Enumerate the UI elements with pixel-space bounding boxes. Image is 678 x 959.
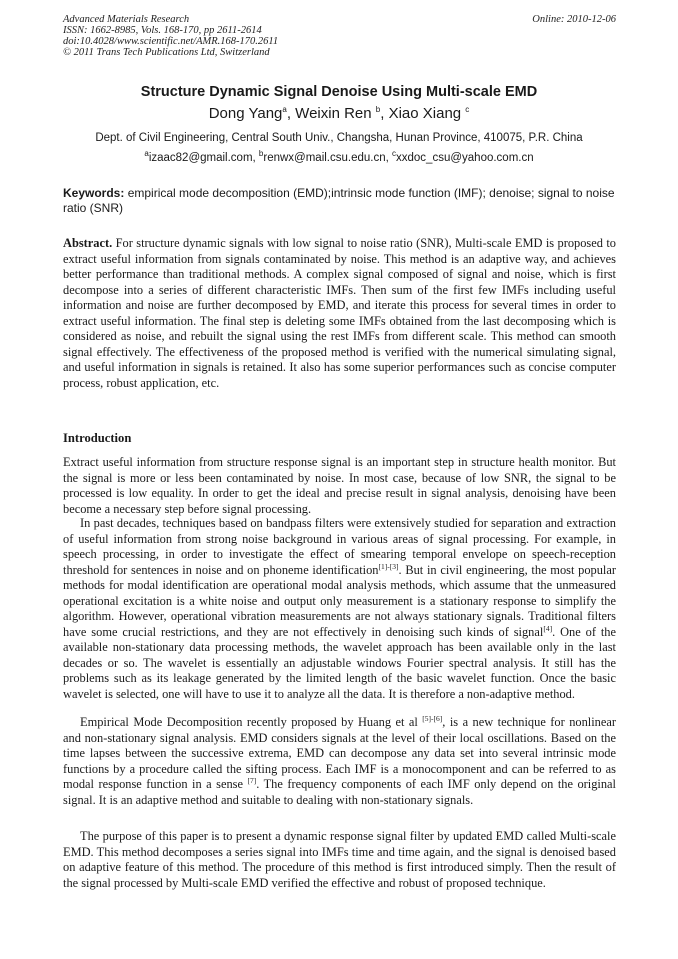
keywords-label: Keywords: <box>63 186 125 200</box>
copyright-line: © 2011 Trans Tech Publications Ltd, Switzerland <box>63 47 270 58</box>
email-address: renwx@mail.csu.edu.cn, <box>263 152 393 164</box>
keywords <box>63 186 616 216</box>
abstract-label: Abstract. <box>63 236 113 250</box>
section-heading-introduction: Introduction <box>63 431 132 445</box>
paragraph-text: . One of the available non-stationary data processing methods, the wavelet approach has been available only in the last decades or so. The wavelet is essentially an adjustable windows Fourier spectral analysis. It still has the problems such as its leakage generated by the limited length of the basic wavelet function. Once the basic wavelet is selected, one will have to use it to analyze all the data. It is therefore a non-adaptive method. <box>63 624 616 701</box>
intro-paragraph-2 <box>63 516 616 702</box>
paragraph-text: Empirical Mode Decomposition recently proposed by Huang et al <box>80 715 423 729</box>
author-name: Dong Yang <box>208 105 283 122</box>
abstract <box>63 236 616 391</box>
issn-line: ISSN: 1662-8985, Vols. 168-170, pp 2611-2614 <box>63 25 262 36</box>
author-superscript: c <box>465 105 470 114</box>
citation: [5]-[6] <box>422 713 443 723</box>
author-line <box>0 104 678 124</box>
email-superscript: a <box>144 149 149 159</box>
doi-line: doi:10.4028/www.scientific.net/AMR.168-170.2611 <box>63 36 279 47</box>
paragraph-text: In past decades, techniques based on bandpass filters were extensively studied for separation and extraction of useful information from strong noise background in various areas of signal processing. For example, in speech processing, in order to investigate the effect of smearing temporal envelope on speech-reception threshold for sentences in noise and on phoneme identification <box>63 516 616 577</box>
journal-header <box>63 14 278 58</box>
paragraph-text: . The frequency components of each IMF only depend on the original signal. It is an adaptive method and suitable to dealing with non-stationary signals. <box>63 777 616 807</box>
citation: [1]-[3] <box>378 561 399 571</box>
paragraph-text: . But in civil engineering, the most popular methods for modal identification are operational modal analysis methods, which assume that the unmeasured operational excitation is a white noise and output only measurement is a stationary response to simplify the algorithm. However, operational vibration measurements are not always stationary signals. Traditional filters have some crucial restrictions, and they are not effectively in denoising such kinds of signal <box>63 562 616 639</box>
intro-paragraph-4: The purpose of this paper is to present a dynamic response signal filter by updated EMD called Multi-scale EMD. This method decomposes a series signal into IMFs time and time again, and the signal is denoised based on adaptive feature of this method. The procedure of this method is first introduced simply. Then the result of the signal processed by Multi-scale EMD verified the effective and robust of proposed technique. <box>63 829 616 890</box>
paper-title: Structure Dynamic Signal Denoise Using Multi-scale EMD <box>140 84 538 100</box>
online-date: Online: 2010-12-06 <box>532 14 616 25</box>
author-separator: , Weixin Ren <box>286 105 376 122</box>
email-line <box>0 151 678 166</box>
intro-paragraph-1: Extract useful information from structure response signal is an important step in structure health monitor. But the signal is more or less been contaminated by noise. In most case, because of low SNR, the signal to be processed is low equality. In order to get the ideal and precise result in signal analysis, denoising have been become a necessary step before signal processing. <box>63 455 616 516</box>
email-superscript: c <box>392 149 397 159</box>
intro-paragraph-3 <box>63 715 616 808</box>
author-separator: , Xiao Xiang <box>380 105 466 122</box>
author-superscript: b <box>375 105 381 114</box>
keywords-text: empirical mode decomposition (EMD);intrinsic mode function (IMF); denoise; signal to noise ratio (SNR) <box>63 186 615 215</box>
affiliation: Dept. of Civil Engineering, Central South Univ., Changsha, Hunan Province, 410075, P.R. China <box>95 132 583 144</box>
citation: [4] <box>543 623 553 633</box>
paragraph-text: , is a new technique for nonlinear and non-stationary signal analysis. EMD considers signals at the level of their local oscillations. Based on the time lapses between the successive extrema, EMD can decompose any data set into several intrinsic mode functions by a procedure called the sifting process. Each IMF is a monocomponent and can be referred to as modal response function in a sense <box>63 715 616 791</box>
citation: [7] <box>247 775 257 785</box>
abstract-text: For structure dynamic signals with low signal to noise ratio (SNR), Multi-scale EMD is proposed to extract useful information from signals contaminated by noise. This method is an adaptive way, and achieves better performance than traditional methods. A complex signal composed of signal and noise, which is first decompose into a series of different characteristic IMFs. Then sum of the first few IMFs including useful information and noise are further decomposed by EMD, and iterate this process for several times in order to extract useful information. The final step is deleting some IMFs obtained from the last decomposing which is considered as noise, and rebuilt the signal using the rest IMFs from different scale. This method can smooth signal effectively. The effectiveness of the proposed method is verified with the numerical simulating signal, and useful information in signals is retained. It also has some superior performances such as concise computer process, robust application, etc. <box>63 236 616 390</box>
email-address: xxdoc_csu@yahoo.com.cn <box>396 152 534 164</box>
journal-name: Advanced Materials Research <box>63 14 190 25</box>
email-superscript: b <box>258 149 264 159</box>
email-address: izaac82@gmail.com, <box>148 152 259 164</box>
author-superscript: a <box>282 105 287 114</box>
